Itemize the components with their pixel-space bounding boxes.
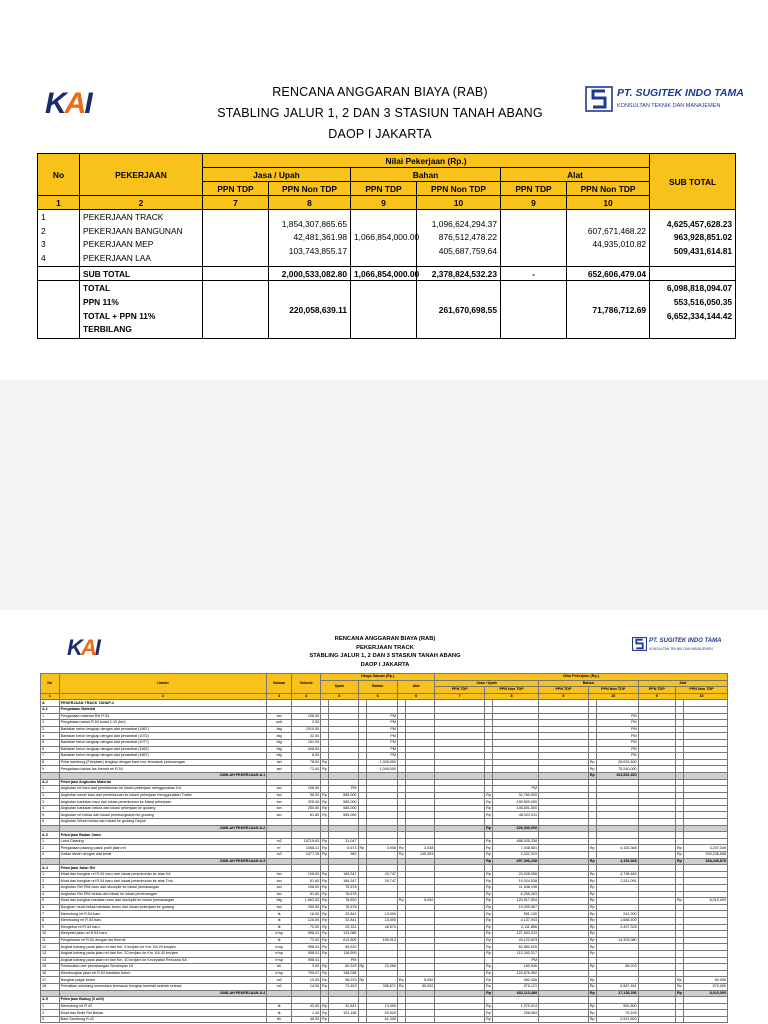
- page-gap: [0, 380, 768, 610]
- column-index: 2: [80, 196, 203, 210]
- section-header-row: A.2 Pekerjaan Angkutan Material: [41, 779, 728, 786]
- table-row: 2 Angkutan wesel baru dari penimbunan ke lokasi pekerjaan menggunakan Trailer ton 56.00 Rp 585,000 Rp 32,760,000: [41, 792, 728, 799]
- table-row: 6 Bongkar/ muat bekas bantalan beton dari lokasi pekerjaan ke gudang ton 250.60 Rp 76,578 Rp 19,200,567 Rp -: [41, 904, 728, 911]
- detail-title: RENCANA ANGGARAN BIAYA (RAB) PEKERJAAN TRACK STABLING JALUR 1, 2 DAN 3 STASIUN TANAH ABANG DAOP I JAKARTA: [309, 636, 461, 668]
- title-line-1: RENCANA ANGGARAN BIAYA (RAB): [272, 85, 488, 99]
- detail-table-body: [41, 700, 728, 1023]
- column-index: 9: [351, 196, 417, 210]
- detail-page: KAI RENCANA ANGGARAN BIAYA (RAB) PEKERJAAN TRACK STABLING JALUR 1, 2 DAN 3 STASIUN TANAH ABANG DAOP I JAKARTA PT. SUGITEK INDO TAMA KONSULTAN TEKNIK DAN MANAJEMEN No Uraian Satuan Volume Harga Satuan (Rp.) Nilai Pekerjaan (Rp.) Upah Bahan Alat Jasa / Upah Bahan Alat PPN TDP PPN Non TDP PPN TDP PPN Non TDP PPN TDP PPN Non TDP 1 2 3 4 5 6 6 7 8 9 10 9 10 A PEKERJAAN TRACK TAHAP-2 A.1 Pengadaan Material 1 Pengadaan material Rel R.54 ton 108.00 PM PM 2 Pengadaan wesel R.54 sudut 1:10 (ten) unit 2.00 PM PM 3 Bantalan beton lengkap dengan alat penambat (1667) btg 1010.00 PM PM 4 Bantalan beton lengkap dengan alat penambat (1072) btg 32.00 PM PM 5 Bantalan beton lengkap dengan alat penambat (1077) btg 151.00 PM PM 6 Bantalan beton lengkap dengan alat penambat (1662) btg 406.00 PM PM 7 Bantalan beton lengkap dengan alat penambat (1667) btg 8.00 PM PM 8 Pelat sambung (Fishplate) lengkap dengan baut mur termasuk perkusengan set 78.00 Rp 1,026,000 Rp 26,032,400 9 Pengadaan bahan las thermit rel R.54 set 72.00 Rp 1,045,000 Rp 75,240,000 JUMLAH PEKERJAAN A.1 Rp 104,532,400 A.2 Pekerjaan Angkutan Material 1 Angkutan rel baru dari penimbunan ke lokasi pekerjaan menggunakan KA ton 108.00 PM PM 2 Angkutan wesel baru dari penimbunan ke lokasi pekerjaan menggunakan Trailer ton 56.00 Rp 585,000 Rp 32,760,000 3 Angkutan bantalan baru dari lokasi penimbunan ke lokasi pekerjaan ton 325.40 Rp 585,000 Rp 190,509,000 4 Angkutan bantalan bekas dari lokasi pekerjaan ke gudang ton 250.60 Rp 585,000 Rp 146,601,000 5 Angkutan rel bekas dari lokasi pembongkaran ke gudang ton 81.60 Rp 585,000 Rp 48,022,511 6 Angkutan Wesel bekas dari lokasi ke gudang Depok JUMLAH PEKERJAAN A.2 Rp 326,330,000 A.3 Pekerjaan Badan Jalan 1 Land Clearing m2 15719.63 Rp 31,047 Rp 488,035,338 2 Pengadaan pasang patok profil jalan rel m' 1058.41 Rp 6,673 Rp 3,908 Rp 3,038 Rp 7,048,581 Rp 4,153,368 Rp 3,207,349 3 Galian tanah dengan alat berat m3 2477.15 Rp 982 Rp 145,303 Rp 2,332,319 Rp 335,238,608 JUMLAH PEKERJAAN A.3 Rp 497,396,238 Rp 4,153,368 Rp 338,445,878 A.4 Pekerjaan Jalan Rel 1 Muat dan bongkar rel R.54 baru dari lokasi penimbunan ke atas KA ton 108.00 Rp 184,347 20,747 Rp 20,028,058 Rp 4,798,484 2 Muat dan bongkar rel R.54 baru dari lokasi penimbunan ke atas Truk ton 81.60 Rp 184,347 20,747 Rp 15,024,538 Rp 2,511,091 3 Angkutan Rel R54 baru dari stockpile ke lokasi pemasangan ton 108.00 Rp 76,578 Rp 11,948,196 Rp - 4 Angkutan Rel R54 bekas dari lokasi ke lokasi pembuangan ton 81.60 Rp 76,578 Rp 6,255,263 Rp - 5 Muat dan bongkar bantalan baru dari stockpile ke lokasi pemasangan btg 1,662.00 Rp 78,630 Rp 5,000 Rp 120,917,504 Rp - Rp 8,010,000 6 Bongkar/ muat bekas bantalan beton dari lokasi pekerjaan ke gudang ton 250.60 Rp 76,578 Rp 19,200,567 Rp - 7 Memotong rel R.54 baru tk 18.00 Rp 32,841 13,400 Rp 591,130 Rp 241,200 8 Membuang rel R.54 baru tk 126.00 Rp 32,841 13,400 Rp 4,137,943 Rp 1,688,400 9 Mengebor rel R.54 baru tk 72.00 Rp 29,331 48,574 Rp 2,111,856 Rp 3,497,328 10 Menyetel jalan rel R.54 baru m'sp 958.41 Rp 133,085 Rp 127,553,033 Rp - 11 Pengelasan rel R.54 dengan las thermit tk 72.00 Rp 612,809 199,013 Rp 44,122,623 Rp 14,329,080 12 Angkat kotrang pada jalan rel dari Km. 5 km/jam ke Km. KA 20 km/jam m'sp 958.41 Rp 65,532 Rp 62,982,025 Rp - 13 Angkat kotrang pada jalan rel dari Km. 20 km/jam ke Km. KA 40 km/jam m'sp 958.41 Rp 118,599 Rp 113,340,317 Rp - 14 Angkat kotrang pada jalan rel dari Km. 40 km/jam ke Kecepatan Rencana KA m'sp 958.41 PM PM 15 Pembuatan dan pemasangan Semboyan 18 bh 3.00 Rp 60,315 Rp 22,068 Rp 180,946 Rp 66,203 16 Membongkar jalan rel R.54 bantalan beton m'sp 790.07 Rp 158,038 Rp 124,876,952 17 Bongkar pagar beton m2 10.00 Rp 98,233 Rp - Rp 5,000 Rp 982,326 Rp - Rp 50,000 18 Perbaikan sebidang sementara termasuk bongkar kembali setelah selesai m2 14.00 Rp 72,453 398,671 Rp 55,000 Rp 976,121 Rp 5,587,461 Rp 870,000 JUMLAH PEKERJAAN A.4 Rp 682,113,489 Rp 27,138,256 Rp 8,010,000 A.5 Pekerjaan Badug (3 unit) 1 Memotong rel R.42 tk 42.00 Rp 32,841 13,400 Rp 1,379,314 Rp 562,800 2 Muat dan Bollir Rel Bekas tk 1.40 Rp 191,136 53,529 Rp 258,984 Rp 75,109 3 Baut Sambung R.42 bh 48.00 Rp 61,300 Rp - Rp 2,937,600: [0, 610, 768, 1024]
- table-row: 15 Pembuatan dan pemasangan Semboyan 18 bh 3.00 Rp 60,315 Rp 22,068 Rp 180,946 Rp 66,203: [41, 964, 728, 971]
- table-row: 5 Bantalan beton lengkap dengan alat penambat (1077) btg 151.00 PM PM: [41, 739, 728, 746]
- rab-summary-table: [37, 153, 736, 339]
- table-row: [38, 210, 736, 267]
- consultant-tagline: KONSULTAN TEKNIK DAN MANAJEMEN: [617, 103, 721, 109]
- column-index: 10: [567, 196, 650, 210]
- table-row: 7 Memotong rel R.54 baru tk 18.00 Rp 32,841 13,400 Rp 591,130 Rp 241,200: [41, 911, 728, 918]
- sugitek-emblem-icon: [632, 637, 647, 651]
- section-header-row: A.4 Pekerjaan Jalan Rel: [41, 865, 728, 872]
- header-alat: Alat: [501, 168, 650, 182]
- section-header-row: A.5 Pekerjaan Badug (3 unit): [41, 997, 728, 1004]
- column-index: 9: [501, 196, 567, 210]
- consultant-name: PT. SUGITEK INDO TAMA: [617, 87, 744, 99]
- title-line-3: DAOP I JAKARTA: [328, 127, 432, 141]
- table-row: 6 Bantalan beton lengkap dengan alat penambat (1662) btg 406.00 PM PM: [41, 746, 728, 753]
- row-numbers: 1 2 3 4: [38, 210, 80, 267]
- table-row: 3 Bantalan beton lengkap dengan alat penambat (1667) btg 1010.00 PM PM: [41, 726, 728, 733]
- table-row: 3 Angkutan bantalan baru dari lokasi penimbunan ke lokasi pekerjaan ton 325.40 Rp 585,000 Rp 190,509,000: [41, 799, 728, 806]
- summary-labels: TOTAL PPN 11% TOTAL + PPN 11% TERBILANG: [80, 281, 203, 338]
- subtotal-cell: 4,625,457,628.23 963,928,851.02 509,431,614.81: [650, 210, 736, 267]
- column-index: 8: [269, 196, 351, 210]
- table-row: 1 Pengadaan material Rel R.54 ton 108.00 PM PM: [41, 713, 728, 720]
- section-header-row: A.3 Pekerjaan Badan Jalan: [41, 832, 728, 839]
- document-title: [180, 82, 580, 145]
- summary-values: 6,098,818,094.07 553,516,050.35 6,652,334,144.42: [650, 281, 736, 338]
- table-row: 1 Angkutan rel baru dari penimbunan ke lokasi pekerjaan menggunakan KA ton 108.00 PM PM: [41, 786, 728, 793]
- header-subtotal: SUB TOTAL: [650, 154, 736, 210]
- table-row: 3 Angkutan Rel R54 baru dari stockpile ke lokasi pemasangan ton 108.00 Rp 76,578 Rp 11,948,196 Rp -: [41, 885, 728, 892]
- section-header-row: A.1 Pengadaan Material: [41, 706, 728, 713]
- column-index: 7: [203, 196, 269, 210]
- table-row: 1 Memotong rel R.42 tk 42.00 Rp 32,841 13,400 Rp 1,379,314 Rp 562,800: [41, 1003, 728, 1010]
- table-row: 5 Muat dan bongkar bantalan baru dari stockpile ke lokasi pemasangan btg 1,662.00 Rp 78,630 Rp 5,000 Rp 120,917,504 Rp - Rp 8,010,000: [42, 898, 726, 903]
- table-row: 10 Menyetel jalan rel R.54 baru m'sp 958.41 Rp 133,085 Rp 127,553,033 Rp -: [41, 931, 728, 938]
- table-row: 2 Pengadaan wesel R.54 sudut 1:10 (ten) unit 2.00 PM PM: [41, 720, 728, 727]
- header-nilai: Nilai Pekerjaan (Rp.): [203, 154, 650, 168]
- sugitek-emblem-icon: [585, 86, 613, 112]
- section-total-row: JUMLAH PEKERJAAN A.1 Rp 104,532,400: [41, 772, 728, 779]
- table-row: 2 Pengadaan pasang patok profil jalan rel m' 1058.41 Rp 6,673 Rp 3,908 Rp 3,038 Rp 7,048,581 Rp 4,153,368 Rp 3,207,349: [42, 845, 726, 850]
- jasa-tdp-cell: [203, 210, 269, 267]
- header-ppn-tdp: PPN TDP: [351, 182, 417, 196]
- header-ppn-tdp: PPN TDP: [203, 182, 269, 196]
- rab-detail-table: No Uraian Satuan Volume Harga Satuan (Rp.) Nilai Pekerjaan (Rp.) Upah Bahan Alat Jasa / Upah Bahan Alat PPN TDP PPN Non TDP PPN TDP PPN Non TDP PPN TDP PPN Non TDP 1 2 3 4 5 6 6 7 8 9 10 9 10 A PEKERJAAN TRACK TAHAP-2 A.1 Pengadaan Material 1 Pengadaan material Rel R.54 ton 108.00 PM PM 2 Pengadaan wesel R.54 sudut 1:10 (ten) unit 2.00 PM PM 3 Bantalan beton lengkap dengan alat penambat (1667) btg 1010.00 PM PM 4 Bantalan beton lengkap dengan alat penambat (1072) btg 32.00 PM PM 5 Bantalan beton lengkap dengan alat penambat (1077) btg 151.00 PM PM 6 Bantalan beton lengkap dengan alat penambat (1662) btg 406.00 PM PM 7 Bantalan beton lengkap dengan alat penambat (1667) btg 8.00 PM PM 8 Pelat sambung (Fishplate) lengkap dengan baut mur termasuk perkusengan set 78.00 Rp 1,026,000 Rp 26,032,400 9 Pengadaan bahan las thermit rel R.54 set 72.00 Rp 1,045,000 Rp 75,240,000 JUMLAH PEKERJAAN A.1 Rp 104,532,400 A.2 Pekerjaan Angkutan Material 1 Angkutan rel baru dari penimbunan ke lokasi pekerjaan menggunakan KA ton 108.00 PM PM 2 Angkutan wesel baru dari penimbunan ke lokasi pekerjaan menggunakan Trailer ton 56.00 Rp 585,000 Rp 32,760,000 3 Angkutan bantalan baru dari lokasi penimbunan ke lokasi pekerjaan ton 325.40 Rp 585,000 Rp 190,509,000 4 Angkutan bantalan bekas dari lokasi pekerjaan ke gudang ton 250.60 Rp 585,000 Rp 146,601,000 5 Angkutan rel bekas dari lokasi pembongkaran ke gudang ton 81.60 Rp 585,000 Rp 48,022,511 6 Angkutan Wesel bekas dari lokasi ke gudang Depok JUMLAH PEKERJAAN A.2 Rp 326,330,000 A.3 Pekerjaan Badan Jalan 1 Land Clearing m2 15719.63 Rp 31,047 Rp 488,035,338 2 Pengadaan pasang patok profil jalan rel m' 1058.41 Rp 6,673 Rp 3,908 Rp 3,038 Rp 7,048,581 Rp 4,153,368 Rp 3,207,349 3 Galian tanah dengan alat berat m3 2477.15 Rp 982 Rp 145,303 Rp 2,332,319 Rp 335,238,608 JUMLAH PEKERJAAN A.3 Rp 497,396,238 Rp 4,153,368 Rp 338,445,878 A.4 Pekerjaan Jalan Rel 1 Muat dan bongkar rel R.54 baru dari lokasi penimbunan ke atas KA ton 108.00 Rp 184,347 20,747 Rp 20,028,058 Rp 4,798,484 2 Muat dan bongkar rel R.54 baru dari lokasi penimbunan ke atas Truk ton 81.60 Rp 184,347 20,747 Rp 15,024,538 Rp 2,511,091 3 Angkutan Rel R54 baru dari stockpile ke lokasi pemasangan ton 108.00 Rp 76,578 Rp 11,948,196 Rp - 4 Angkutan Rel R54 bekas dari lokasi ke lokasi pembuangan ton 81.60 Rp 76,578 Rp 6,255,263 Rp - 5 Muat dan bongkar bantalan baru dari stockpile ke lokasi pemasangan btg 1,662.00 Rp 78,630 Rp 5,000 Rp 120,917,504 Rp - Rp 8,010,000 6 Bongkar/ muat bekas bantalan beton dari lokasi pekerjaan ke gudang ton 250.60 Rp 76,578 Rp 19,200,567 Rp - 7 Memotong rel R.54 baru tk 18.00 Rp 32,841 13,400 Rp 591,130 Rp 241,200 8 Membuang rel R.54 baru tk 126.00 Rp 32,841 13,400 Rp 4,137,943 Rp 1,688,400 9 Mengebor rel R.54 baru tk 72.00 Rp 29,331 48,574 Rp 2,111,856 Rp 3,497,328 10 Menyetel jalan rel R.54 baru m'sp 958.41 Rp 133,085 Rp 127,553,033 Rp - 11 Pengelasan rel R.54 dengan las thermit tk 72.00 Rp 612,809 199,013 Rp 44,122,623 Rp 14,329,080 12 Angkat kotrang pada jalan rel dari Km. 5 km/jam ke Km. KA 20 km/jam m'sp 958.41 Rp 65,532 Rp 62,982,025 Rp - 13 Angkat kotrang pada jalan rel dari Km. 20 km/jam ke Km. KA 40 km/jam m'sp 958.41 Rp 118,599 Rp 113,340,317 Rp - 14 Angkat kotrang pada jalan rel dari Km. 40 km/jam ke Kecepatan Rencana KA m'sp 958.41 PM PM 15 Pembuatan dan pemasangan Semboyan 18 bh 3.00 Rp 60,315 Rp 22,068 Rp 180,946 Rp 66,203 16 Membongkar jalan rel R.54 bantalan beton m'sp 790.07 Rp 158,038 Rp 124,876,952 17 Bongkar pagar beton m2 10.00 Rp 98,233 Rp - Rp 5,000 Rp 982,326 Rp - Rp 50,000 18 Perbaikan sebidang sementara termasuk bongkar kembali setelah selesai m2 14.00 Rp 72,453 398,671 Rp 55,000 Rp 976,121 Rp 5,587,461 Rp 870,000 JUMLAH PEKERJAAN A.4 Rp 682,113,489 Rp 27,138,256 Rp 8,010,000 A.5 Pekerjaan Badug (3 unit) 1 Memotong rel R.42 tk 42.00 Rp 32,841 13,400 Rp 1,379,314 Rp 562,800 2 Muat dan Bollir Rel Bekas tk 1.40 Rp 191,136 53,529 Rp 258,984 Rp 75,109 3 Baut Sambung R.42 bh 48.00 Rp 61,300 Rp - Rp 2,937,600: [42, 674, 726, 1022]
- subtotal-row: SUB TOTAL 2,000,533,082.80 1,066,854,000.00 2,378,824,532.23 - 652,606,479.04: [38, 267, 736, 281]
- summary-page: [0, 0, 768, 380]
- table-row: 17 Bongkar pagar beton m2 10.00 Rp 98,233 Rp - Rp 5,000 Rp 982,326 Rp - Rp 50,000: [42, 977, 726, 982]
- ppn-alat: 71,786,712.69: [567, 281, 650, 338]
- column-index: 1: [38, 196, 80, 210]
- table-row: 4 Angkutan Rel R54 bekas dari lokasi ke lokasi pembuangan ton 81.60 Rp 76,578 Rp 6,255,263 Rp -: [41, 891, 728, 898]
- table-row: 2 Muat dan Bollir Rel Bekas tk 1.40 Rp 191,136 53,529 Rp 258,984 Rp 75,109: [41, 1010, 728, 1017]
- table-row: 3 Baut Sambung R.42 bh 48.00 Rp 61,300 Rp - Rp 2,937,600: [41, 1016, 728, 1023]
- row-names: PEKERJAAN TRACK PEKERJAAN BANGUNAN PEKERJAAN MEP PEKERJAAN LAA: [80, 210, 203, 267]
- alat-non-tdp-cell: 607,671,468.22 44,935,010.82: [567, 210, 650, 267]
- table-row: 16 Membongkar jalan rel R.54 bantalan beton m'sp 790.07 Rp 158,038 Rp 124,876,952: [41, 970, 728, 977]
- table-row: 1 Land Clearing m2 15719.63 Rp 31,047 Rp 488,035,338: [41, 838, 728, 845]
- table-row: 13 Angkat kotrang pada jalan rel dari Km. 20 km/jam ke Km. KA 40 km/jam m'sp 958.41 Rp 118,599 Rp 113,340,317 Rp -: [41, 950, 728, 957]
- header-ppn-tdp: PPN TDP: [501, 182, 567, 196]
- header-ppn-non-tdp: PPN Non TDP: [269, 182, 351, 196]
- header-ppn-non-tdp: PPN Non TDP: [417, 182, 501, 196]
- table-row: 12 Angkat kotrang pada jalan rel dari Km. 5 km/jam ke Km. KA 20 km/jam m'sp 958.41 Rp 65,532 Rp 62,982,025 Rp -: [41, 944, 728, 951]
- table-row: 18 Perbaikan sebidang sementara termasuk bongkar kembali setelah selesai m2 14.00 Rp 72,453 398,671 Rp 55,000 Rp 976,121 Rp 5,587,461 Rp 870,000: [42, 984, 726, 989]
- column-index: 10: [417, 196, 501, 210]
- kai-logo: KAI: [67, 635, 99, 660]
- section-total-row: JUMLAH PEKERJAAN A.2 Rp 326,330,000: [41, 825, 728, 832]
- table-row: 8 Pelat sambung (Fishplate) lengkap dengan baut mur termasuk perkusengan set 78.00 Rp 1,026,000 Rp 26,032,400: [41, 759, 728, 766]
- table-row: 2 Muat dan bongkar rel R.54 baru dari lokasi penimbunan ke atas Truk ton 81.60 Rp 184,347 20,747 Rp 15,024,538 Rp 2,511,091: [41, 878, 728, 885]
- bahan-non-tdp-cell: 1,096,624,294.37 876,512,478.22 405,687,759.64: [417, 210, 501, 267]
- header-no: No: [38, 154, 80, 196]
- section-total-row: JUMLAH PEKERJAAN A.4 Rp 682,113,489 Rp 27,138,256 Rp 8,010,000: [41, 990, 728, 997]
- ppn-jasa: 220,058,639.11: [269, 281, 351, 338]
- section-total-row: JUMLAH PEKERJAAN A.3 Rp 497,396,238 Rp 4,153,368 Rp 338,445,878: [41, 858, 728, 865]
- table-row: 14 Angkat kotrang pada jalan rel dari Km. 40 km/jam ke Kecepatan Rencana KA m'sp 958.41 PM PM: [41, 957, 728, 964]
- header-pekerjaan: PEKERJAAN: [80, 154, 203, 196]
- summary-row: [38, 281, 736, 338]
- ppn-bahan: 261,670,698.55: [417, 281, 501, 338]
- jasa-non-tdp-cell: 1,854,307,865.65 42,481,361.98 103,743,855.17: [269, 210, 351, 267]
- title-line-2: STABLING JALUR 1, 2 DAN 3 STASIUN TANAH ABANG: [217, 106, 543, 120]
- header-bahan: Bahan: [351, 168, 501, 182]
- table-row: 8 Membuang rel R.54 baru tk 126.00 Rp 32,841 13,400 Rp 4,137,943 Rp 1,688,400: [41, 917, 728, 924]
- table-row: 5 Angkutan rel bekas dari lokasi pembongkaran ke gudang ton 81.60 Rp 585,000 Rp 48,022,511: [41, 812, 728, 819]
- header-jasa: Jasa / Upah: [203, 168, 351, 182]
- bahan-tdp-cell: 1,066,854,000.00: [351, 210, 417, 267]
- table-row: 9 Mengebor rel R.54 baru tk 72.00 Rp 29,331 48,574 Rp 2,111,856 Rp 3,497,328: [41, 924, 728, 931]
- table-row: 3 Galian tanah dengan alat berat m3 2477.15 Rp 982 Rp 145,303 Rp 2,332,319 Rp 335,238,608: [42, 852, 726, 857]
- table-row: 4 Bantalan beton lengkap dengan alat penambat (1072) btg 32.00 PM PM: [41, 733, 728, 740]
- table-row: 7 Bantalan beton lengkap dengan alat penambat (1667) btg 8.00 PM PM: [41, 753, 728, 760]
- table-row: 9 Pengadaan bahan las thermit rel R.54 set 72.00 Rp 1,045,000 Rp 75,240,000: [41, 766, 728, 773]
- section-header-row: A PEKERJAAN TRACK TAHAP-2: [41, 700, 728, 707]
- table-row: 11 Pengelasan rel R.54 dengan las thermit tk 72.00 Rp 612,809 199,013 Rp 44,122,623 Rp 14,329,080: [41, 937, 728, 944]
- header-ppn-non-tdp: PPN Non TDP: [567, 182, 650, 196]
- table-row: 1 Muat dan bongkar rel R.54 baru dari lokasi penimbunan ke atas KA ton 108.00 Rp 184,347 20,747 Rp 20,028,058 Rp 4,798,484: [41, 871, 728, 878]
- alat-tdp-cell: [501, 210, 567, 267]
- table-row: 6 Angkutan Wesel bekas dari lokasi ke gudang Depok: [41, 819, 728, 826]
- table-row: 4 Angkutan bantalan bekas dari lokasi pekerjaan ke gudang ton 250.60 Rp 585,000 Rp 146,601,000: [41, 805, 728, 812]
- kai-logo: KAI: [45, 87, 91, 120]
